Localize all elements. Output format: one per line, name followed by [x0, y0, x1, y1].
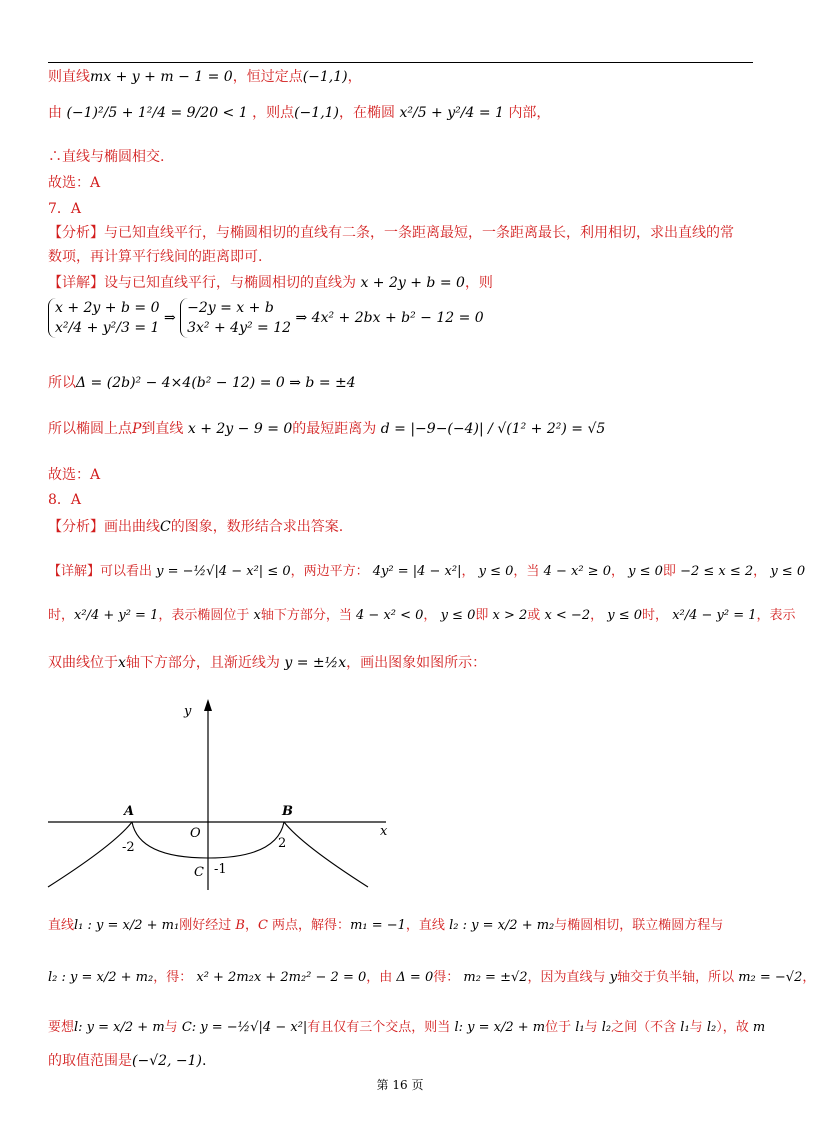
condition-line: 要想l: y = x/2 + m与 C: y = −½√|4 − x²|有且仅有三个交点，则当 l: y = x/2 + m位于 l₁与 l₂之间（不含 l₁与 l₂），故 m [48, 1020, 766, 1035]
text-line-1: 则直线mx + y + m − 1 = 0，恒过定点(−1,1)， [48, 69, 362, 85]
tick-pos2-label: 2 [278, 836, 287, 851]
text-line-4: 故选：A [48, 175, 101, 191]
detail-line-8b: 时，x²/4 + y² = 1，表示椭圆位于 x轴下方部分，当 4 − x² < 0， y ≤ 0即 x > 2或 x < −2， y ≤ 0时， x²/4 − y² = 1，表示 [48, 608, 796, 623]
question-7-answer: 7．A [48, 201, 82, 217]
header-rule [48, 62, 753, 63]
tick-neg1-label: -1 [214, 862, 227, 877]
text-line-11: 故选：A [48, 467, 101, 483]
point-c-label: C [194, 865, 204, 880]
y-axis-label: y [184, 704, 192, 719]
text-line-3: ∴直线与椭圆相交. [48, 149, 165, 165]
tangent-line-1: 直线l₁ : y = x/2 + m₁刚好经过 B，C 两点，解得：m₁ = −1，直线 l₂ : y = x/2 + m₂与椭圆相切，联立椭圆方程与 [48, 918, 724, 933]
ellipse-equation: x²/5 + y²/4 = 1 [399, 105, 504, 121]
analysis-line-8: 【分析】画出曲线C的图象，数形结合求出答案. [48, 519, 344, 535]
page-number: 第 16 页 [376, 1078, 424, 1092]
point-a-label: A [124, 804, 135, 819]
discriminant-line: 所以Δ = (2b)² − 4×4(b² − 12) = 0 ⇒ b = ±4 [48, 375, 356, 391]
detail-line-8a: 【详解】可以看出 y = −½√|4 − x²| ≤ 0，两边平方： 4y² = |4 − x²|， y ≤ 0，当 4 − x² ≥ 0， y ≤ 0即 −2 ≤ x ≤ 2， y ≤ 0 [48, 564, 806, 579]
tick-neg2-label: -2 [122, 840, 135, 855]
curve-graph [44, 695, 394, 895]
analysis-line-7b: 数项，再计算平行线间的距离即可. [48, 249, 263, 265]
origin-label: O [190, 826, 201, 841]
analysis-line-7a: 【分析】与已知直线平行，与椭圆相切的直线有二条，一条距离最短，一条距离最长，利用相切，求出直线的常 [48, 225, 734, 241]
tangent-line-2: l₂ : y = x/2 + m₂，得： x² + 2m₂x + 2m₂² − 2 = 0，由 Δ = 0得： m₂ = ±√2，因为直线与 y轴交于负半轴，所以 m₂ = −√2， [48, 970, 815, 985]
hyperbola-right-branch [284, 822, 368, 887]
equation-system: x + 2y + b = 0 x²/4 + y²/3 = 1 ⇒ −2y = x + b 3x² + 4y² = 12 ⇒ 4x² + 2bx + b² − 12 = 0 [48, 298, 484, 338]
inequality-expression: (−1)²/5 + 1²/4 = 9/20 < 1 [66, 105, 248, 121]
detail-line-8c: 双曲线位于x轴下方部分，且渐近线为 y = ±½x，画出图象如图所示： [48, 655, 487, 671]
y-axis-arrow [204, 699, 212, 711]
x-axis-label: x [380, 824, 388, 839]
detail-line-7: 【详解】设与已知直线平行，与椭圆相切的直线为 x + 2y + b = 0，则 [48, 275, 493, 291]
point-b-label: B [282, 804, 293, 819]
text-line-2: 由 (−1)²/5 + 1²/4 = 9/20 < 1 ，则点(−1,1)，在椭圆 x²/5 + y²/4 = 1 内部， [48, 105, 551, 121]
hyperbola-left-branch [48, 822, 132, 887]
distance-line: 所以椭圆上点P到直线 x + 2y − 9 = 0的最短距离为 d = |−9−(−4)| / √(1² + 2²) = √5 [48, 421, 606, 437]
range-line: 的取值范围是(−√2, −1). [48, 1053, 207, 1069]
question-8-answer: 8．A [48, 492, 82, 508]
